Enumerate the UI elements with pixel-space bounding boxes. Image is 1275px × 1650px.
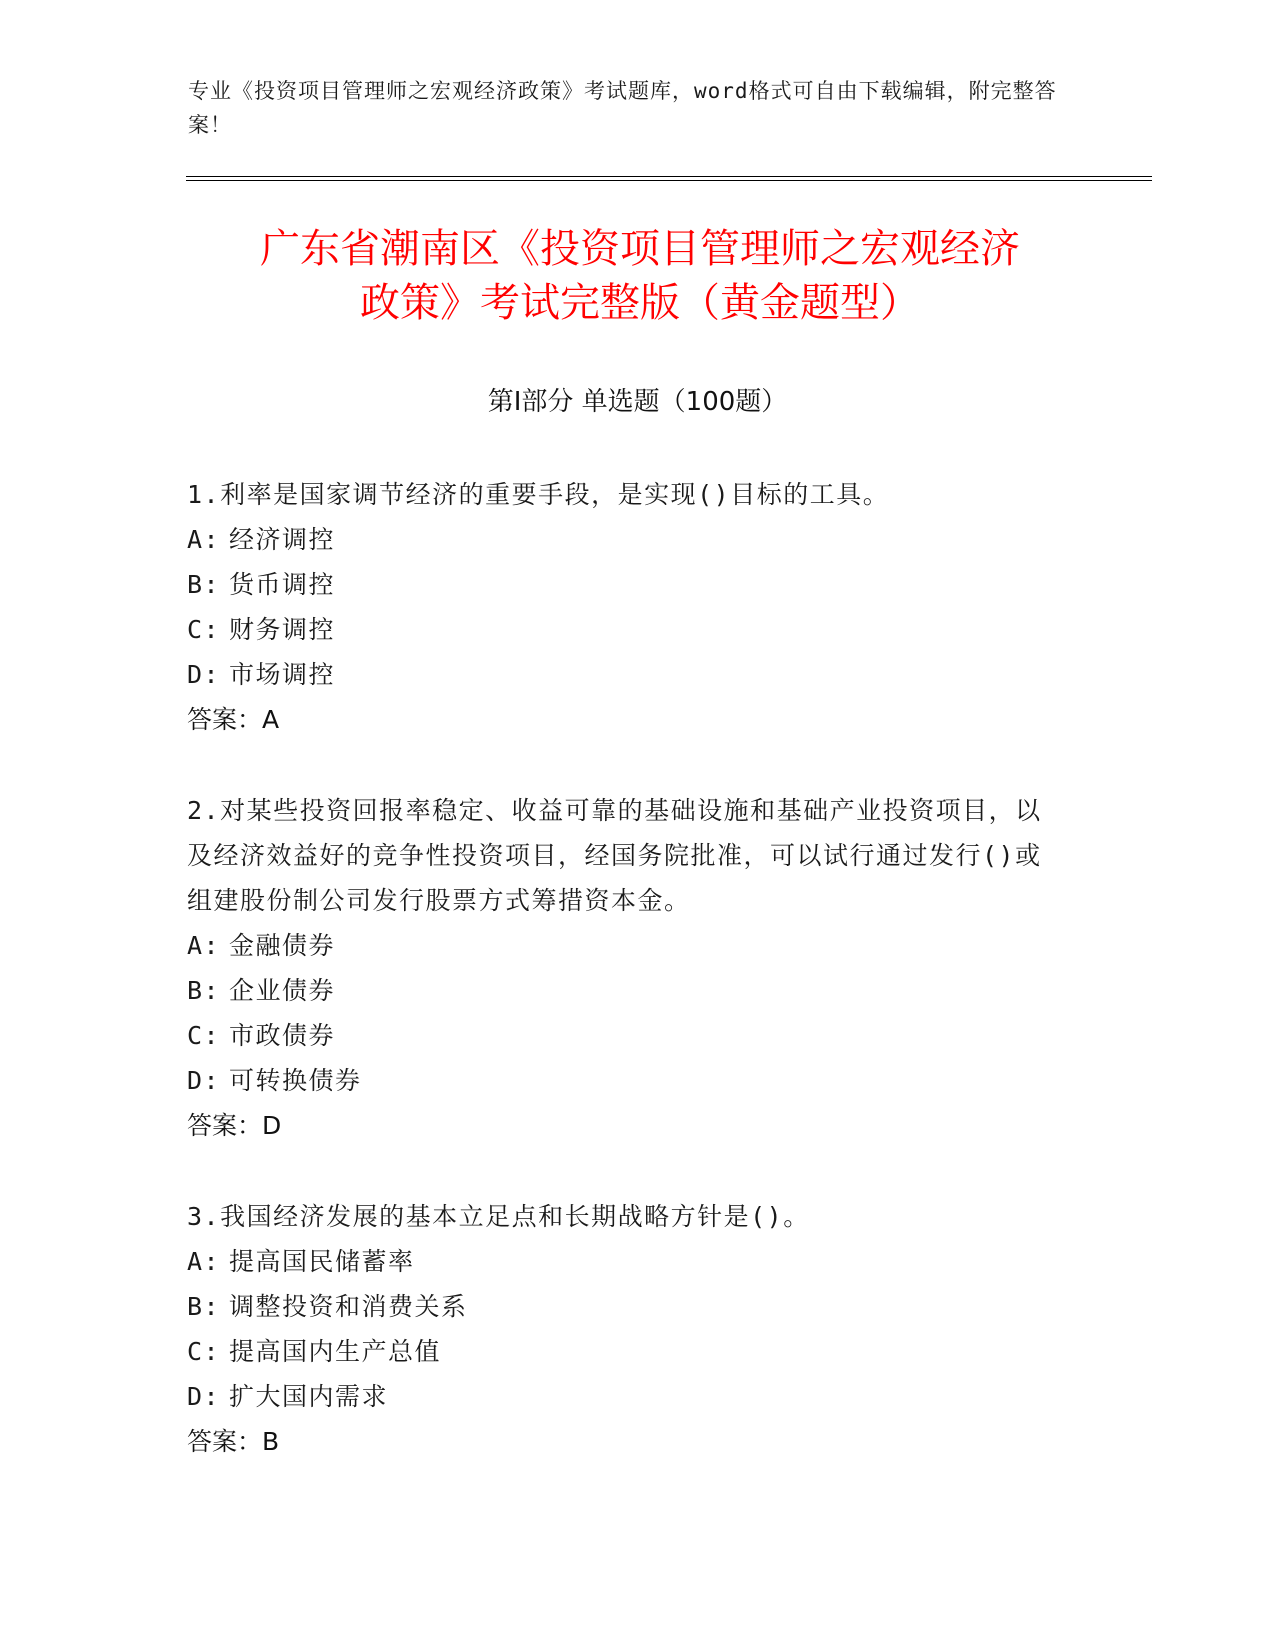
header-note: 专业《投资项目管理师之宏观经济政策》考试题库，word格式可自由下载编辑，附完整答案！ [188, 79, 1057, 137]
question-stem: 1.利率是国家调节经济的重要手段，是实现()目标的工具。 [187, 480, 890, 509]
option-text: 经济调控 [229, 525, 336, 554]
option-d [187, 1374, 1067, 1419]
option-b [187, 968, 1067, 1013]
option-c [187, 1013, 1067, 1058]
option-text: 金融债券 [229, 931, 336, 960]
answer: 答案：A [187, 705, 280, 734]
question-stem: 2.对某些投资回报率稳定、收益可靠的基础设施和基础产业投资项目，以及经济效益好的竞争性投资项目，经国务院批准，可以试行通过发行()或组建股份制公司发行股票方式筹措资本金。 [187, 796, 1042, 915]
option-key: B: [187, 1292, 221, 1321]
document-title-line-1: 广东省潮南区《投资项目管理师之宏观经济 [260, 226, 1020, 272]
option-a [187, 1239, 1067, 1284]
document-title [170, 222, 1110, 330]
option-key: D: [187, 1382, 221, 1411]
option-key: C: [187, 615, 221, 644]
option-b [187, 1284, 1067, 1329]
option-text: 企业债券 [229, 976, 336, 1005]
option-text: 扩大国内需求 [229, 1382, 389, 1411]
option-c [187, 607, 1067, 652]
option-b [187, 562, 1067, 607]
option-text: 提高国民储蓄率 [229, 1247, 415, 1276]
question-2 [187, 788, 1067, 1148]
option-c [187, 1329, 1067, 1374]
question-1 [187, 472, 1067, 742]
option-key: C: [187, 1337, 221, 1366]
option-text: 可转换债券 [229, 1066, 362, 1095]
option-text: 调整投资和消费关系 [229, 1292, 468, 1321]
header-rule-top [186, 176, 1152, 177]
option-d [187, 1058, 1067, 1103]
option-text: 财务调控 [229, 615, 336, 644]
answer: 答案：B [187, 1427, 280, 1456]
option-key: D: [187, 660, 221, 689]
document-title-line-2: 政策》考试完整版（黄金题型） [360, 280, 920, 326]
option-text: 市场调控 [229, 660, 336, 689]
header-rule-bottom [186, 180, 1152, 181]
option-key: C: [187, 1021, 221, 1050]
option-key: A: [187, 931, 221, 960]
question-3 [187, 1194, 1067, 1464]
option-text: 提高国内生产总值 [229, 1337, 442, 1366]
option-text: 货币调控 [229, 570, 336, 599]
option-a [187, 923, 1067, 968]
question-stem: 3.我国经济发展的基本立足点和长期战略方针是()。 [187, 1202, 810, 1231]
answer: 答案：D [187, 1111, 282, 1140]
option-key: A: [187, 1247, 221, 1276]
option-a [187, 517, 1067, 562]
option-key: B: [187, 570, 221, 599]
option-d [187, 652, 1067, 697]
option-key: D: [187, 1066, 221, 1095]
option-key: A: [187, 525, 221, 554]
option-text: 市政债券 [229, 1021, 336, 1050]
option-key: B: [187, 976, 221, 1005]
section-title: 第Ⅰ部分 单选题（100题） [487, 387, 788, 417]
